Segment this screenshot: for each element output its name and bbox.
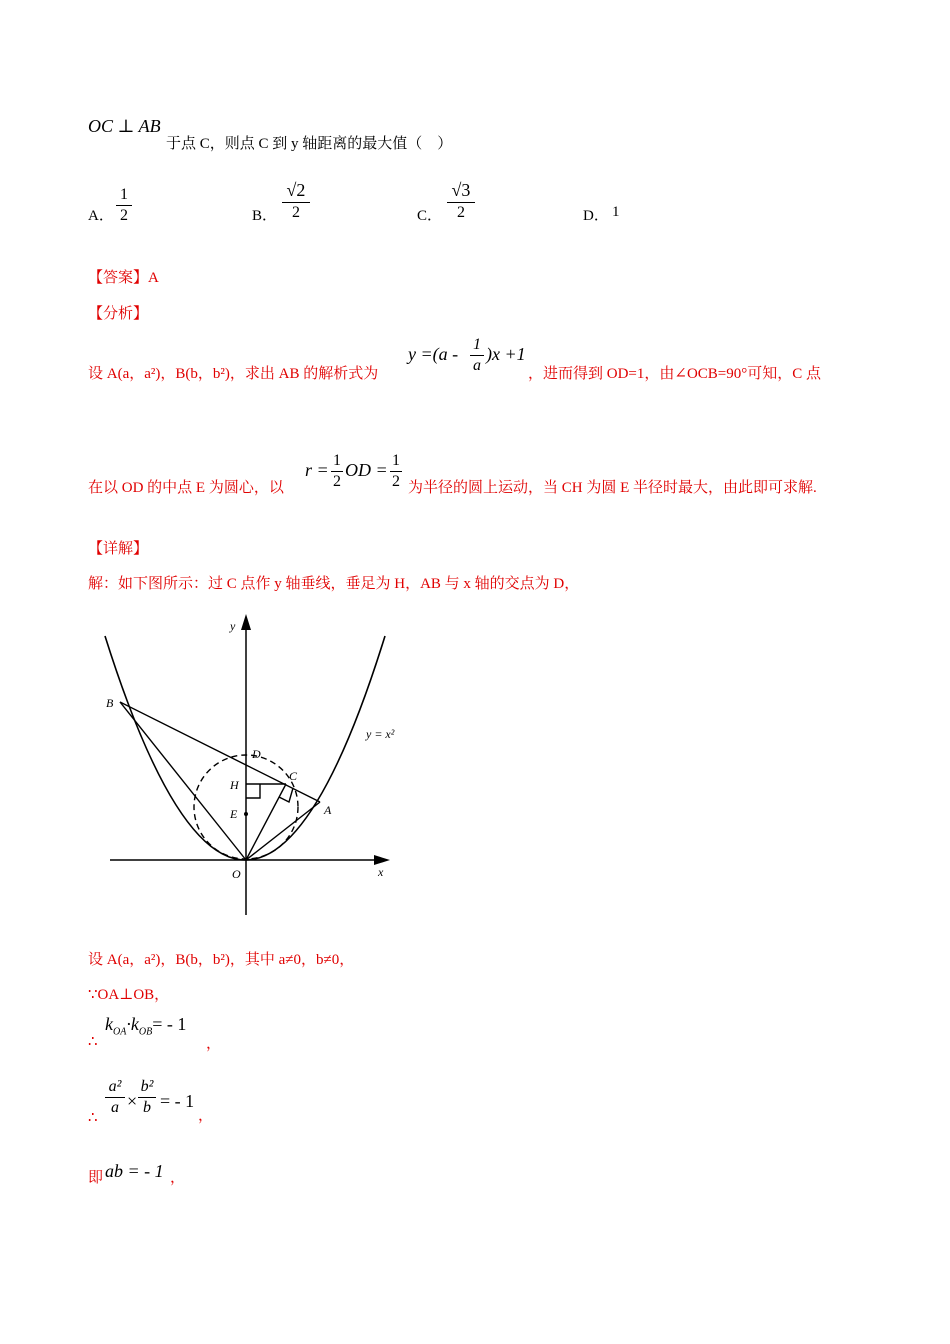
right-angle-h — [246, 784, 260, 798]
slope-product-formula — [105, 1014, 186, 1038]
analysis-formula-fraction: 1 a — [470, 336, 484, 375]
k-ob: ·k — [126, 1014, 139, 1034]
point-e-dot — [244, 812, 248, 816]
option-c-fraction: √3 2 — [447, 180, 475, 222]
analysis-line2-part2: 为半径的圆上运动，当 CH 为圆 E 半径时最大，由此即可求解. — [408, 480, 817, 496]
analysis-tag: 【分析】 — [88, 306, 149, 322]
line-ba — [120, 702, 320, 802]
x-axis-arrow — [374, 855, 390, 865]
question-text: 于点 C，则点 C 到 y 轴距离的最大值（ ） — [166, 136, 453, 152]
option-b-fraction: √2 2 — [282, 180, 310, 222]
therefore-1: ∴ — [88, 1034, 98, 1050]
option-b-label: B． — [252, 208, 278, 224]
therefore-2: ∴ — [88, 1110, 98, 1126]
y-axis-arrow — [241, 614, 251, 630]
point-a-label: A — [324, 803, 332, 817]
axis-y-label: y — [230, 619, 236, 633]
detail-tag: 【详解】 — [88, 541, 149, 557]
detail-line6-prefix: 即 — [88, 1170, 104, 1186]
point-o-label: O — [232, 867, 241, 881]
ab-formula: ab = - 1 — [105, 1161, 164, 1181]
question-math-prefix: OC ⊥ AB — [88, 116, 161, 136]
comma-3: ， — [170, 1170, 186, 1186]
k-oa: k — [105, 1014, 113, 1034]
point-b-label: B — [106, 696, 114, 710]
detail-line3: ∵OA⊥OB， — [88, 987, 170, 1003]
analysis-r: r = — [305, 460, 329, 480]
times-sign: × — [127, 1091, 138, 1111]
option-a-fraction: 1 2 — [116, 186, 132, 225]
answer-tag: 【答案】 — [88, 270, 149, 286]
line-oa — [246, 802, 320, 860]
option-d-label: D． — [583, 208, 609, 224]
parabola-curve — [105, 636, 385, 860]
detail-line2: 设 A(a，a²)，B(b，b²)，其中 a≠0，b≠0， — [88, 952, 355, 968]
point-h-label: H — [230, 778, 239, 792]
frac-product-rhs: = - 1 — [160, 1091, 195, 1111]
option-d-value: 1 — [612, 204, 620, 220]
axis-x-label: x — [378, 865, 384, 879]
line-oc — [246, 784, 286, 860]
line-ob — [120, 702, 246, 860]
frac-a2-over-a: a² a — [105, 1078, 125, 1117]
detail-line1: 解：如下图所示：过 C 点作 y 轴垂线，垂足为 H，AB 与 x 轴的交点为 D， — [88, 576, 580, 592]
comma-1: ， — [206, 1036, 222, 1052]
answer-value: A — [148, 270, 159, 286]
curve-label: y = x² — [366, 727, 395, 741]
analysis-line2-part1: 在以 OD 的中点 E 为圆心，以 — [88, 480, 284, 496]
analysis-frac2: 1 2 — [392, 452, 400, 490]
analysis-frac1: 1 2 — [333, 452, 341, 490]
k-ob-sub: OB — [138, 1026, 153, 1038]
answer-line — [88, 266, 159, 287]
slope-product-rhs: = - 1 — [152, 1014, 187, 1034]
right-angle-c — [279, 788, 293, 802]
comma-2: ， — [198, 1108, 214, 1124]
analysis-line1-part2: ，进而得到 OD=1，由∠OCB=90°可知，C 点 — [528, 366, 821, 382]
option-c-label: C． — [417, 208, 443, 224]
point-c-label: C — [289, 769, 298, 783]
analysis-line1-part1: 设 A(a，a²)，B(b，b²)，求出 AB 的解析式为 — [88, 366, 379, 382]
analysis-od: OD = — [345, 460, 388, 480]
parabola-figure — [100, 610, 420, 920]
option-a-label: A． — [88, 208, 114, 224]
point-e-label: E — [230, 807, 238, 821]
point-d-label: D — [252, 747, 261, 761]
k-oa-sub: OA — [113, 1026, 127, 1038]
frac-b2-over-b: b² b — [138, 1078, 156, 1117]
analysis-formula-right: )x +1 — [486, 344, 526, 364]
analysis-formula-left: y =(a - — [408, 344, 459, 364]
